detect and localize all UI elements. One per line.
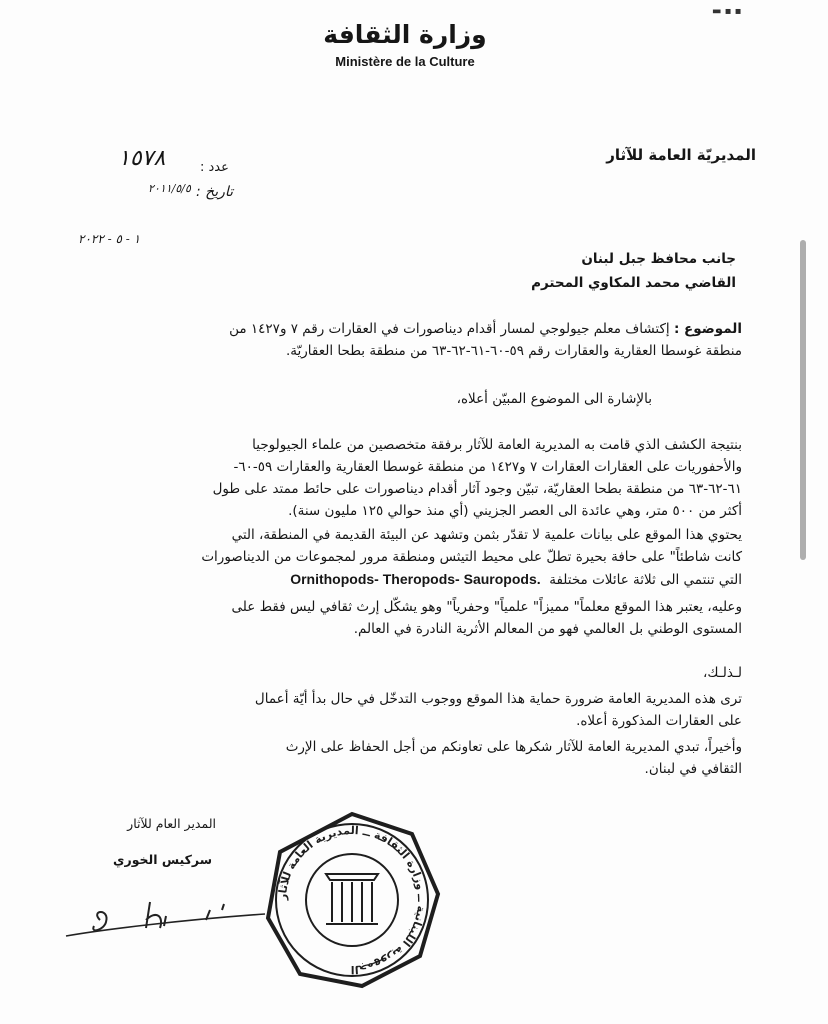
ministry-name-french: Ministère de la Culture — [335, 54, 475, 69]
issue-date: ٢٠١١/٥/٥ — [148, 182, 191, 195]
handwritten-signature — [60, 890, 270, 950]
reference-number: ١٥٧٨ — [118, 146, 166, 171]
subject-line-2: منطقة غوسطا العقارية والعقارات رقم ٥٩-٦٠-٦١-٦٢-٦٣ من منطقة بطحا العقاريّة. — [285, 343, 742, 359]
official-stamp — [262, 810, 442, 990]
paragraph-line: والأحفوريات على العقارات العقارات ٧ و١٤٢٧ من منطقة غوسطا العقارية والعقارات ٥٩-٦٠- — [233, 459, 742, 475]
paragraph-line: ٦١-٦٢-٦٣ من منطقة بطحا العقاريّة، تبيّن وجود آثار أقدام ديناصورات على حائط ممتد على طول — [212, 481, 742, 497]
paragraph-findings — [82, 434, 742, 522]
subject-label: الموضوع : — [673, 321, 742, 337]
paragraph-line: التي تنتمي الى ثلاثة عائلات مختلفة — [549, 572, 742, 588]
paragraph-protection — [82, 688, 742, 732]
signatory-name: سركيس الخوري — [113, 852, 212, 867]
paragraph-line: كانت شاطئاً" على حافة بحيرة تطلّ على محيط التيثس ومنطقة مرور لمجموعات من الديناصورات — [201, 549, 742, 565]
paragraph-line: ترى هذه المديرية العامة ضرورة حماية هذا الموقع ووجوب التدخّل في حال بدأ أيّة أعمال — [254, 691, 742, 707]
signatory-title: المدير العام للآثار — [127, 816, 216, 831]
subject-line-1: إكتشاف معلم جيولوجي لمسار أقدام ديناصورات في العقارات رقم ٧ و١٤٢٧ من — [229, 321, 670, 337]
directorate-name: المديريّة العامة للآثار — [606, 146, 756, 164]
dinosaur-families: Ornithopods- Theropods- Sauropods. — [290, 571, 541, 587]
paragraph-thanks — [82, 736, 742, 780]
paragraph-line: الثقافي في لبنان. — [644, 761, 742, 777]
subject-block — [82, 318, 742, 362]
recipient-name: القاضي محمد المكاوي المحترم — [531, 275, 736, 291]
paragraph-scientific-value — [82, 524, 742, 591]
paragraph-line: على العقارات المذكورة أعلاه. — [576, 713, 742, 729]
paragraph-heritage — [82, 596, 742, 640]
top-edge-marks: ▬ ▪ ▪ — [712, 6, 742, 17]
paragraph-line: بنتيجة الكشف الذي قامت به المديرية العامة للآثار برفقة متخصصين من علماء الجيولوجيا — [252, 437, 742, 453]
temple-columns-icon — [326, 874, 378, 924]
paragraph-line: أكثر من ٥٠٠ متر، وهي عائدة الى العصر الجزيني (أي منذ حوالي ١٢٥ مليون سنة). — [288, 503, 742, 519]
paragraph-line: وأخيراً، تبدي المديرية العامة للآثار شكرها على تعاونكم من أجل الحفاظ على الإرث — [285, 739, 742, 755]
number-label: عدد : — [200, 160, 229, 175]
recipient-title: جانب محافظ جبل لبنان — [581, 251, 736, 267]
ministry-name-arabic: وزارة الثقافة — [323, 20, 487, 49]
paragraph-line: يحتوي هذا الموقع على بيانات علمية لا تقدّر بثمن وتشهد عن البيئة القديمة في المنطقة، التي — [231, 527, 742, 543]
date-label: تاريخ : — [196, 184, 234, 200]
paragraph-line: وعليه، يعتبر هذا الموقع معلماً" مميزاً" علمياً" وحفرياً" وهو يشكّل إرث ثقافي ليس فقط على — [231, 599, 742, 615]
conclusion-heading: لـذلـك، — [703, 665, 742, 681]
vertical-scrollbar[interactable] — [800, 240, 806, 560]
handwritten-date-line: ١ - ٥ - ٢٠٢٢ — [78, 232, 141, 246]
reference-sentence: بالإشارة الى الموضوع المبيّن أعلاه، — [456, 391, 652, 407]
paragraph-line: المستوى الوطني بل العالمي فهو من المعالم الأثرية النادرة في العالم. — [353, 621, 742, 637]
stamp-text: الجمهورية اللبنانية ــ وزارة الثقافة ــ المديرية العامة للآثار — [275, 823, 429, 977]
